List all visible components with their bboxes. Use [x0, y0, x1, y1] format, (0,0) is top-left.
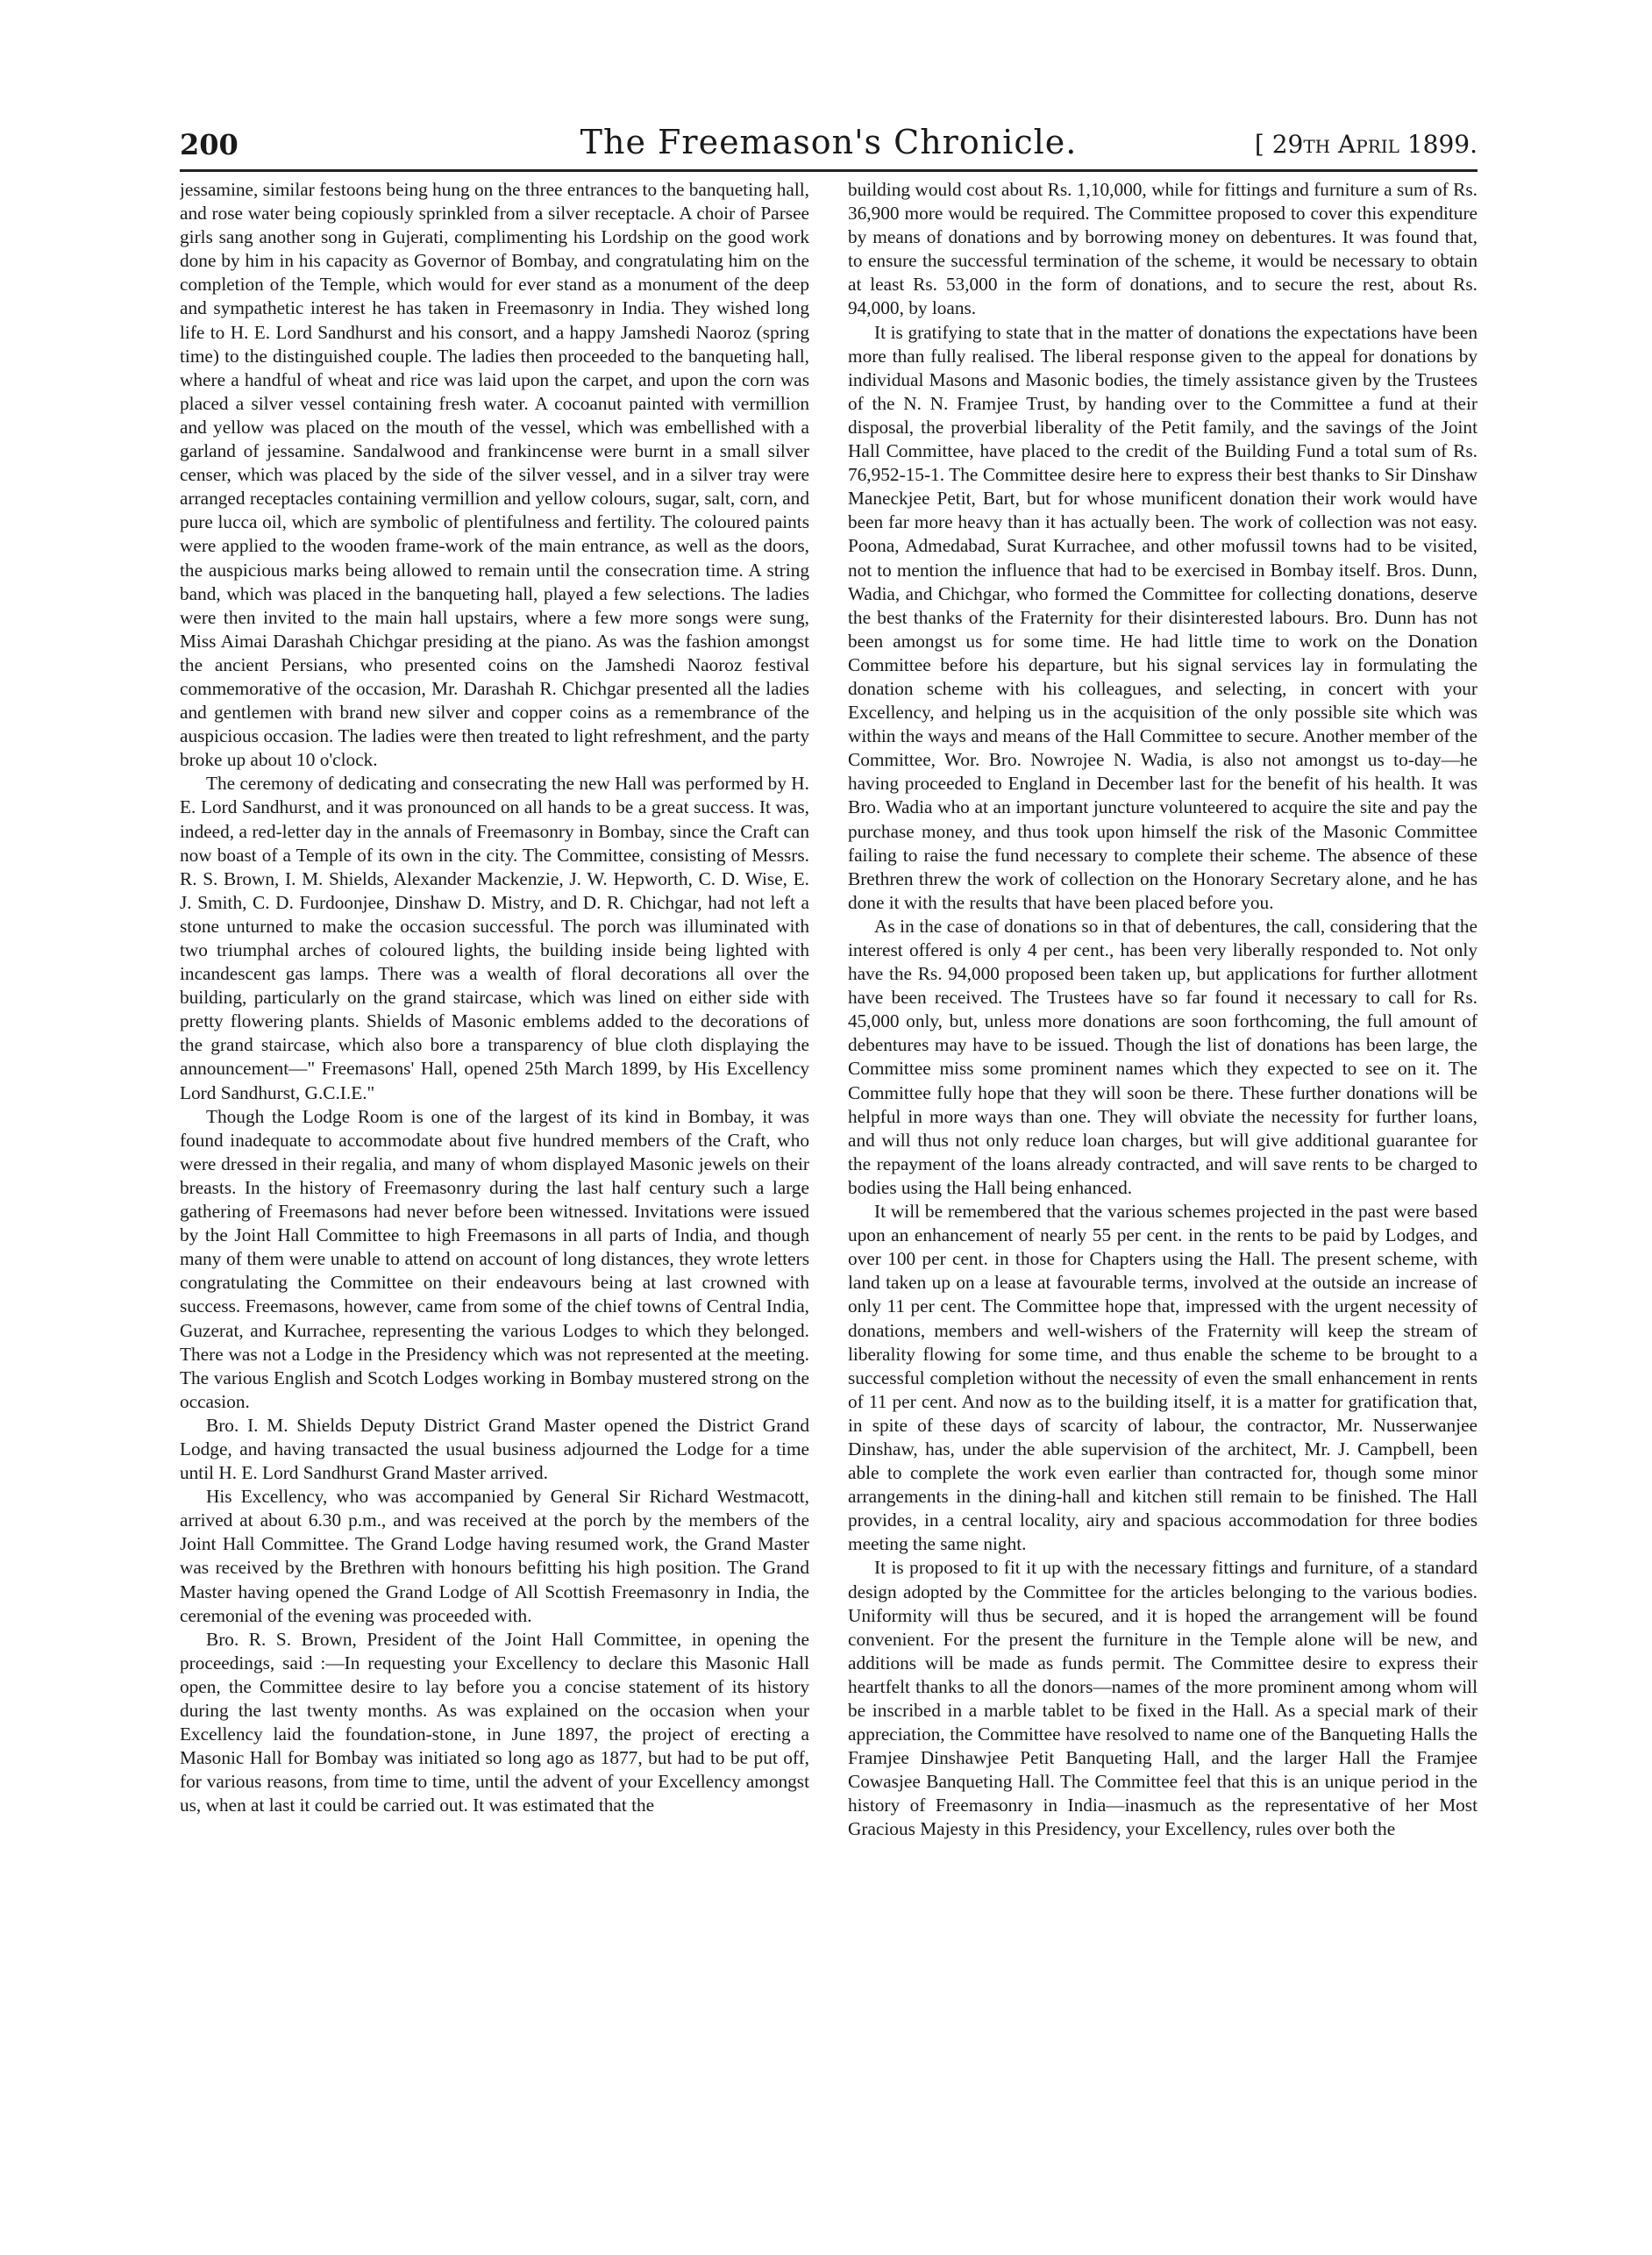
date-day: 29th — [1271, 130, 1331, 159]
left-column — [180, 178, 809, 2230]
paragraph: Bro. I. M. Shields Deputy District Grand Master opened the District Grand Lodge, and having transacted the usual business adjourned the Lodge for a time until H. E. Lord Sandhurst Grand Master arrived. — [180, 1414, 809, 1484]
paragraph: building would cost about Rs. 1,10,000, while for fittings and furniture a sum of Rs. 36,900 more would be required. The Committee proposed to cover this expenditure by means of donations and by borrowing money on debentures. It was found that, to ensure the successful termination of the scheme, it would be necessary to obtain at least Rs. 53,000 in the form of donations, and to secure the rest, about Rs. 94,000, by loans. — [848, 179, 1478, 319]
paragraph: It is gratifying to state that in the matter of donations the expectations have been more than fully realised. The liberal response given to the appeal for donations by individual Masons and Masonic bodies, the timely assistance given by the Trustees of the N. N. Framjee Trust, by handing over to the Committee a fund at their disposal, the proverbial liberality of the Petit family, and the savings of the Joint Hall Committee, have placed to the credit of the Building Fund a total sum of Rs. 76,952-15-1. The Committee desire here to express their best thanks to Sir Dinshaw Maneckjee Petit, Bart, but for whose munificent donation their work would have been far more heavy than it has actually been. The work of collection was not easy. Poona, Admedabad, Surat Kurrachee, and other mofussil towns had to be visited, not to mention the influence that had to be exercised in Bombay itself. Bros. Dunn, Wadia, and Chichgar, who formed the Committee for collecting donations, deserve the best thanks of the Fraternity for their disinterested labours. Bro. Dunn has not been amongst us for some time. He had little time to work on the Donation Committee before his departure, but his signal services lay in formulating the donation scheme with his colleagues, and selecting, in concert with your Excellency, and helping us in the acquisition of the only possible site which was within the ways and means of the Hall Committee to secure. Another member of the Committee, Wor. Bro. Nowrojee N. Wadia, is also not amongst us to-day—he having proceeded to England in December last for the benefit of his health. It was Bro. Wadia who at an important juncture volunteered to acquire the site and pay the purchase money, and thus took upon himself the risk of the Masonic Committee failing to raise the fund necessary to complete their scheme. The absence of these Brethren threw the work of collection on the Honorary Secretary alone, and he has done it with the results that have been placed before you. — [848, 321, 1478, 913]
right-column — [848, 178, 1478, 2230]
paragraph: Though the Lodge Room is one of the largest of its kind in Bombay, it was found inadequate to accommodate about five hundred members of the Craft, who were dressed in their regalia, and many of whom displayed Masonic jewels on their breasts. In the history of Freemasonry during the last half century such a large gathering of Freemasons had never before been witnessed. Invitations were issued by the Joint Hall Committee to high Freemasons in all parts of India, and though many of them were unable to attend on account of long distances, they wrote letters congratulating the Committee on their endeavours being at last crowned with success. Freemasons, however, came from some of the chief towns of Central India, Guzerat, and Kurrachee, representing the various Lodges to which they belonged. There was not a Lodge in the Presidency which was not represented at the meeting. The various English and Scotch Lodges working in Bombay mustered strong on the occasion. — [180, 1105, 809, 1412]
date-bracket: [ — [1254, 130, 1264, 159]
header-rule — [180, 169, 1478, 172]
paragraph: His Excellency, who was accompanied by General Sir Richard Westmacott, arrived at about 6.30 p.m., and was received at the porch by the members of the Joint Hall Committee. The Grand Lodge having resumed work, the Grand Master was received by the Brethren with honours befitting his high position. The Grand Master having opened the Grand Lodge of All Scottish Freemasonry in India, the ceremonial of the evening was proceeded with. — [180, 1486, 809, 1626]
paragraph: Bro. R. S. Brown, President of the Joint Hall Committee, in opening the proceedings, said :—In requesting your Excellency to declare this Masonic Hall open, the Committee desire to lay before you a concise statement of its history during the last twenty months. As was explained on the occasion when your Excellency laid the foundation-stone, in June 1897, the project of erecting a Masonic Hall for Bombay was initiated so long ago as 1877, but had to be put off, for various reasons, from time to time, until the advent of your Excellency amongst us, when at last it could be carried out. It was estimated that the — [180, 1628, 809, 1816]
masthead-title: The Freemason's Chronicle. — [580, 123, 1078, 161]
page-header — [180, 123, 1478, 165]
paragraph: As in the case of donations so in that of debentures, the call, considering that the interest offered is only 4 per cent., has been very liberally responded to. Not only have the Rs. 94,000 proposed been taken up, but applications for further allotment have been received. The Trustees have so far found it necessary to call for Rs. 45,000 only, but, unless more donations are soon forthcoming, the full amount of debentures may have to be issued. Though the list of donations has been large, the Committee miss some prominent names which they expected to see on it. The Committee fully hope that they will soon be there. These further donations will be helpful in more ways than one. They will obviate the necessity for further loans, and will thus not only reduce loan charges, but will give additional guarantee for the repayment of the loans already contracted, and will save rents to be charged to bodies using the Hall being enhanced. — [848, 915, 1478, 1198]
date-month-year: April 1899. — [1338, 130, 1478, 159]
paragraph: It is proposed to fit it up with the necessary fittings and furniture, of a standard design adopted by the Committee for the articles belonging to the various bodies. Uniformity will thus be secured, and it is hoped the arrangement will be found convenient. For the present the furniture in the Temple alone will be new, and additions will be made as funds permit. The Committee desire to express their heartfelt thanks to all the donors—names of the more prominent among whom will be inscribed in a marble tablet to be fixed in the Hall. As a special mark of their appreciation, the Committee have resolved to name one of the Banqueting Halls the Framjee Dinshawjee Petit Banqueting Hall, and the larger Hall the Framjee Cowasjee Banqueting Hall. The Committee feel that this is an unique period in the history of Freemasonry in India—inasmuch as the representative of her Most Gracious Majesty in this Presidency, your Excellency, rules over both the — [848, 1557, 1478, 1840]
paragraph: The ceremony of dedicating and consecrating the new Hall was performed by H. E. Lord Sandhurst, and it was pronounced on all hands to be a great success. It was, indeed, a red-letter day in the annals of Freemasonry in Bombay, since the Craft can now boast of a Temple of its own in the city. The Committee, consisting of Messrs. R. S. Brown, I. M. Shields, Alexander Mackenzie, J. W. Hepworth, C. D. Wise, E. J. Smith, C. D. Furdoonjee, Dinshaw D. Mistry, and D. R. Chichgar, had not left a stone unturned to make the occasion successful. The porch was illuminated with two triumphal arches of coloured lights, the building inside being lighted with incandescent gas lamps. There was a wealth of floral decorations all over the building, particularly on the grand staircase, which was lined on either side with pretty flowering plants. Shields of Masonic emblems added to the decorations of the grand staircase, which also bore a transparency of blue cloth displaying the announcement—" Freemasons' Hall, opened 25th March 1899, by His Excellency Lord Sandhurst, G.C.I.E." — [180, 773, 809, 1103]
issue-date — [1255, 130, 1478, 159]
page-number: 200 — [180, 128, 239, 161]
paragraph: jessamine, similar festoons being hung on the three entrances to the banqueting hall, and rose water being copiously sprinkled from a silver receptacle. A choir of Parsee girls sang another song in Gujerati, complimenting his Lordship on the good work done by him in his capacity as Governor of Bombay, and congratulating him on the completion of the Temple, which would for ever stand as a monument of the deep and sympathetic interest he has taken in Freemasonry in India. They wished long life to H. E. Lord Sandhurst and his consort, and a happy Jamshedi Naoroz (spring time) to the distinguished couple. The ladies then proceeded to the banqueting hall, where a handful of wheat and rice was laid upon the carpet, and upon the corn was placed a silver vessel containing fresh water. A cocoanut painted with vermillion and yellow was placed on the mouth of the vessel, which was embellished with a garland of jessamine. Sandalwood and frankincense were burnt in a small silver censer, which was placed by the side of the silver vessel, and in a silver tray were arranged receptacles containing vermillion and yellow colours, sugar, salt, corn, and pure lucca oil, which are symbolic of plentifulness and fertility. The coloured paints were applied to the wooden frame-work of the main entrance, as well as the doors, the auspicious marks being allowed to remain until the consecration time. A string band, which was placed in the banqueting hall, played a few selections. The ladies were then invited to the main hall upstairs, where a few more songs were sung, Miss Aimai Darashah Chichgar presiding at the piano. As was the fashion amongst the ancient Persians, who presented coins on the Jamshedi Naoroz festival commemorative of the occasion, Mr. Darashah R. Chichgar presented all the ladies and gentlemen with brand new silver and copper coins as a remembrance of the auspicious occasion. The ladies were then treated to light refreshment, and the party broke up about 10 o'clock. — [180, 179, 809, 771]
paragraph: It will be remembered that the various schemes projected in the past were based upon an enhancement of nearly 55 per cent. in the rents to be paid by Lodges, and over 100 per cent. in those for Chapters using the Hall. The present scheme, with land taken up on a lease at favourable terms, involved at the outside an increase of only 11 per cent. The Committee hope that, impressed with the urgent necessity of donations, members and well-wishers of the Fraternity will keep the stream of liberality flowing for some time, and thus enable the scheme to be brought to a successful completion without the necessity of even the small enhancement in rents of 11 per cent. And now as to the building itself, it is a matter for gratification that, in spite of these days of scarcity of labour, the contractor, Mr. Nusserwanjee Dinshaw, has, under the able supervision of the architect, Mr. J. Campbell, been able to complete the work even earlier than contracted for, though some minor arrangements in the dining-hall and kitchen still remain to be finished. The Hall provides, in a central locality, airy and spacious accommodation for three bodies meeting the same night. — [848, 1201, 1478, 1555]
